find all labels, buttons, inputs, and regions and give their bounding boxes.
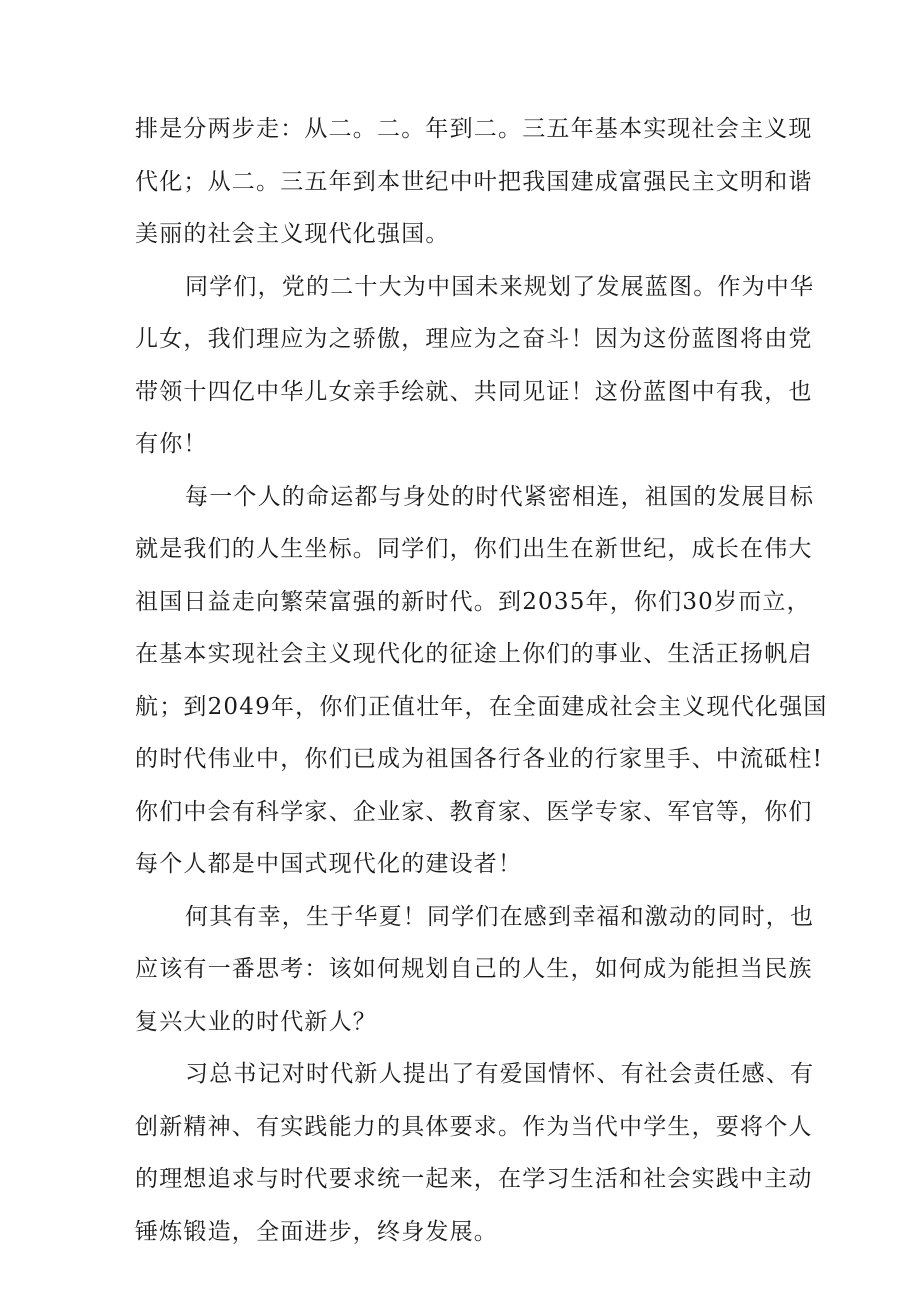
- text-line: 有你！: [135, 431, 208, 457]
- text-line: 复兴大业的时代新人？: [135, 1008, 377, 1035]
- text-line: 每一个人的命运都与身处的时代紧密相连，祖国的发展目标: [185, 483, 815, 510]
- paragraph-1: [135, 103, 813, 261]
- document-page: [135, 103, 828, 1258]
- text-line: 你们中会有科学家、企业家、教育家、医学专家、军官等，你们: [135, 798, 813, 825]
- text-line: 带领十四亿中华儿女亲手绘就、共同见证！这份蓝图中有我，也: [135, 378, 813, 405]
- text-line: 锤炼锻造，全面进步，终身发展。: [135, 1218, 498, 1245]
- text-line: 儿女，我们理应为之骄傲，理应为之奋斗！因为这份蓝图将由党: [135, 326, 813, 352]
- text-line: 排是分两步走：从二。二。年到二。三五年基本实现社会主义现: [135, 116, 813, 142]
- text-line: 的理想追求与时代要求统一起来，在学习生活和社会实践中主动: [135, 1166, 813, 1192]
- text-line: 航；到2049年，你们正值壮年，在全面建成社会主义现代化强国: [135, 693, 828, 720]
- paragraph-4: [135, 891, 815, 1049]
- text-line: 代化；从二。三五年到本世纪中叶把我国建成富强民主文明和谐: [135, 168, 813, 195]
- text-line: 创新精神、有实践能力的具体要求。作为当代中学生，要将个人: [135, 1113, 813, 1140]
- text-line: 同学们，党的二十大为中国未来规划了发展蓝图。作为中华: [185, 273, 815, 300]
- paragraph-5: [135, 1048, 815, 1258]
- paragraph-2: [135, 261, 815, 471]
- text-line: 应该有一番思考：该如何规划自己的人生，如何成为能担当民族: [135, 956, 813, 982]
- document-body: [135, 103, 828, 1258]
- text-line: 祖国日益走向繁荣富强的新时代。到2035年，你们30岁而立，: [135, 588, 811, 615]
- text-line: 的时代伟业中，你们已成为祖国各行各业的行家里手、中流砥柱!: [135, 746, 824, 772]
- paragraph-3: [135, 471, 828, 891]
- text-line: 习总书记对时代新人提出了有爱国情怀、有社会责任感、有: [185, 1061, 815, 1087]
- text-line: 美丽的社会主义现代化强国。: [135, 221, 450, 247]
- text-line: 就是我们的人生坐标。同学们，你们出生在新世纪，成长在伟大: [135, 536, 813, 562]
- text-line: 何其有幸，生于华夏！同学们在感到幸福和激动的同时，也: [185, 903, 815, 930]
- text-line: 在基本实现社会主义现代化的征途上你们的事业、生活正扬帆启: [135, 641, 813, 667]
- text-line: 每个人都是中国式现代化的建设者！: [135, 851, 523, 877]
